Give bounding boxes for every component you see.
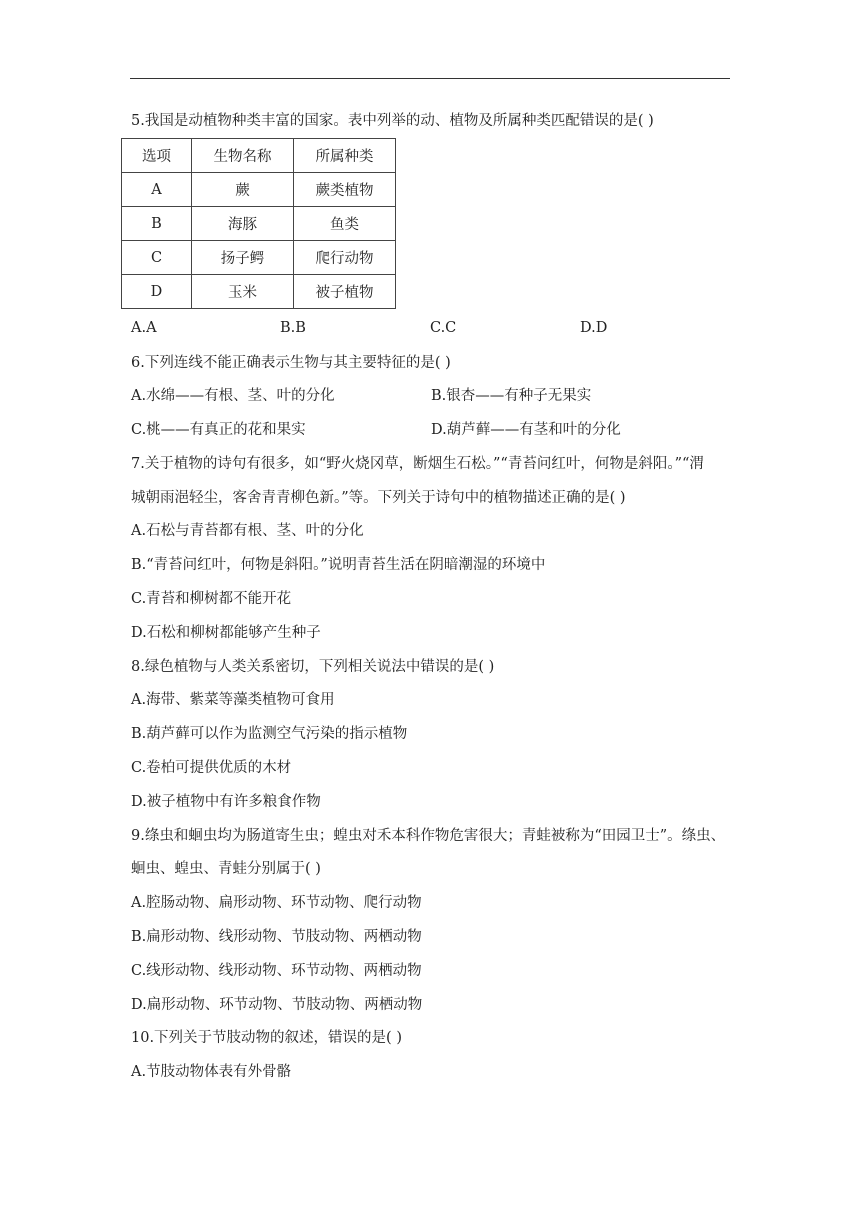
table-cell: 被子植物: [294, 275, 396, 309]
q9-stem-line1: 9.绦虫和蛔虫均为肠道寄生虫；蝗虫对禾本科作物危害很大；青蛙被称为“田园卫士”。绦虫、: [131, 828, 726, 844]
q8-option-d: D.被子植物中有许多粮食作物: [131, 794, 321, 810]
q9-stem-line2: 蛔虫、蝗虫、青蛙分别属于( ): [131, 861, 321, 877]
q6-stem: 6.下列连线不能正确表示生物与其主要特征的是( ): [131, 355, 451, 371]
table-cell: 蕨: [192, 173, 294, 207]
header-rule: [130, 78, 730, 79]
q8-option-c: C.卷柏可提供优质的木材: [131, 760, 292, 776]
table-cell: D: [122, 275, 192, 309]
q9-option-d: D.扁形动物、环节动物、节肢动物、两栖动物: [131, 997, 423, 1013]
table-row: [122, 241, 396, 275]
q6-option-c: C.桃——有真正的花和果实: [131, 422, 306, 438]
table-cell: 海豚: [192, 207, 294, 241]
q5-table: [121, 138, 396, 309]
table-cell: 鱼类: [294, 207, 396, 241]
table-cell: 爬行动物: [294, 241, 396, 275]
table-cell: 扬子鳄: [192, 241, 294, 275]
q10-option-a: A.节肢动物体表有外骨骼: [131, 1064, 292, 1080]
table-cell: 玉米: [192, 275, 294, 309]
table-row: [122, 275, 396, 309]
q9-option-c: C.线形动物、线形动物、环节动物、两栖动物: [131, 963, 422, 979]
table-row: [122, 207, 396, 241]
table-row: [122, 173, 396, 207]
q5-option-b: B.B: [280, 320, 306, 336]
q7-stem-line2: 城朝雨浥轻尘，客舍青青柳色新。”等。下列关于诗句中的植物描述正确的是( ): [131, 490, 626, 506]
table-cell: 蕨类植物: [294, 173, 396, 207]
q9-option-b: B.扁形动物、线形动物、节肢动物、两栖动物: [131, 929, 422, 945]
table-cell: A: [122, 173, 192, 207]
table-header-cell: 选项: [122, 139, 192, 173]
q5-stem: 5.我国是动植物种类丰富的国家。表中列举的动、植物及所属种类匹配错误的是( ): [131, 113, 654, 129]
table-header-row: [122, 139, 396, 173]
q5-option-a: A.A: [131, 320, 157, 336]
q6-option-a: A.水绵——有根、茎、叶的分化: [131, 388, 335, 404]
q6-option-d: D.葫芦藓——有茎和叶的分化: [431, 422, 621, 438]
table-cell: C: [122, 241, 192, 275]
q8-stem: 8.绿色植物与人类关系密切，下列相关说法中错误的是( ): [131, 659, 495, 675]
table-header-cell: 生物名称: [192, 139, 294, 173]
q10-stem: 10.下列关于节肢动物的叙述，错误的是( ): [131, 1030, 402, 1046]
q8-option-a: A.海带、紫菜等藻类植物可食用: [131, 692, 335, 708]
q7-option-b: B.“青苔问红叶，何物是斜阳。”说明青苔生活在阴暗潮湿的环境中: [131, 557, 546, 573]
q7-option-a: A.石松与青苔都有根、茎、叶的分化: [131, 523, 364, 539]
q5-option-c: C.C: [430, 320, 457, 336]
q9-option-a: A.腔肠动物、扁形动物、环节动物、爬行动物: [131, 895, 422, 911]
q7-option-d: D.石松和柳树都能够产生种子: [131, 625, 321, 641]
q7-stem-line1: 7.关于植物的诗句有很多，如“野火烧冈草，断烟生石松。”“青苔问红叶，何物是斜阳。”“渭: [131, 456, 704, 472]
q7-option-c: C.青苔和柳树都不能开花: [131, 591, 292, 607]
q5-option-d: D.D: [580, 320, 608, 336]
table-header-cell: 所属种类: [294, 139, 396, 173]
table-cell: B: [122, 207, 192, 241]
q8-option-b: B.葫芦藓可以作为监测空气污染的指示植物: [131, 726, 408, 742]
q6-option-b: B.银杏——有种子无果实: [431, 388, 592, 404]
